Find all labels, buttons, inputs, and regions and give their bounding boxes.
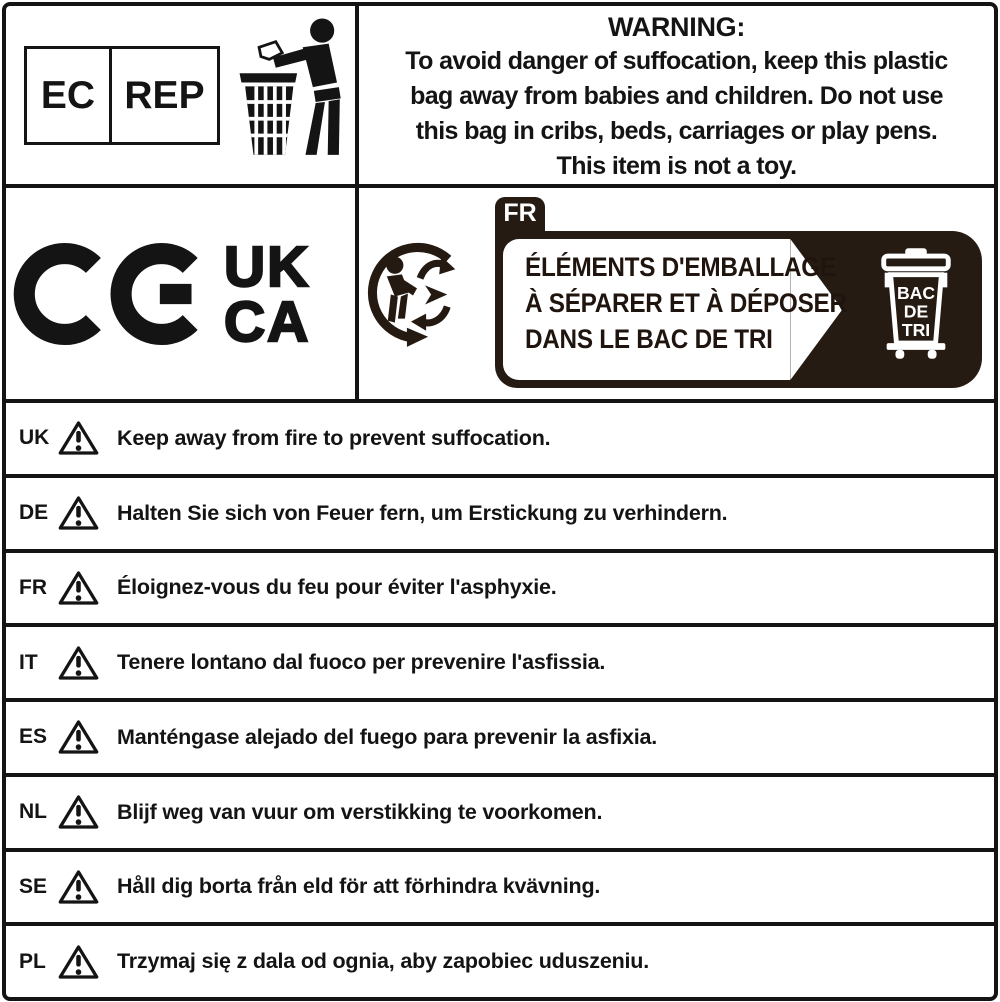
language-code: DE [19,501,49,525]
language-code: IT [19,650,38,674]
warning-line: This item is not a toy. [556,152,797,180]
fr-banner-text: ÉLÉMENTS D'EMBALLAGE À SÉPARER ET À DÉPOSER DANS LE BAC DE TRI [525,252,847,354]
language-warning-text: Halten Sie sich von Feuer fern, um Erstickung zu verhindern. [117,500,728,525]
bac-de-tri-bin-icon [872,245,960,361]
language-row-fr [6,553,994,624]
language-code: PL [19,949,46,973]
language-code: FR [19,575,47,599]
language-row-se [6,852,994,923]
tidyman-disposal-icon [234,17,350,162]
warning-line: To avoid danger of suffocation, keep this plastic [405,47,948,75]
svg-text:BAC: BAC [896,283,936,304]
language-warning-text: Håll dig borta från eld för att förhindra kvävning. [117,874,601,899]
ukca-top: UK [224,234,311,299]
warning-triangle-icon [57,568,100,608]
ec-rep-label-ec: EC [40,73,96,117]
warning-triangle-icon [57,643,100,683]
warning-triangle-icon [57,418,100,458]
suffocation-warning-cell [359,6,994,184]
safety-label-sheet [2,2,998,1001]
warning-line: bag away from babies and children. Do not use [410,82,943,110]
language-warning-text: Trzymaj się z dala od ognia, aby zapobiec uduszeniu. [117,949,650,974]
language-warning-text: Manténgase alejado del fuego para prevenir la asfixia. [117,724,658,749]
fr-tag: FR [495,197,545,241]
language-row-it [6,627,994,698]
language-code: SE [19,874,48,898]
ce-ukca-cell [6,188,355,399]
language-code: ES [19,725,48,749]
language-code: UK [19,426,50,450]
ukca-bottom: CA [224,289,311,354]
ukca-mark [224,234,311,354]
svg-text:TRI: TRI [901,320,931,341]
warning-line: this bag in cribs, beds, carriages or play pens. [415,117,938,145]
svg-text:DE: DE [903,301,929,322]
language-row-es [6,702,994,773]
language-row-nl [6,777,994,848]
warning-triangle-icon [57,792,100,832]
warning-title: WARNING: [607,12,746,42]
top-row [6,6,994,184]
fr-banner-body [495,231,982,388]
ec-rep-label-rep: REP [109,49,217,142]
ce-mark-icon [12,236,210,352]
ec-rep-cell [6,6,355,184]
marks-row [6,188,994,399]
language-warning-text: Tenere lontano dal fuoco per prevenire l'asfissia. [117,650,606,675]
fr-triman-cell [359,188,994,399]
warning-triangle-icon [57,717,100,757]
triman-recycling-icon [364,230,466,366]
warning-triangle-icon [57,493,100,533]
ec-rep-box [24,46,220,145]
language-row-de [6,478,994,549]
warning-triangle-icon [57,867,100,907]
language-warning-text: Blijf weg van vuur om verstikking te voorkomen. [117,799,603,824]
language-warning-text: Éloignez-vous du feu pour éviter l'asphyxie. [117,575,557,600]
language-row-uk [6,403,994,474]
language-row-pl [6,926,994,997]
warning-triangle-icon [57,942,100,982]
fr-sorting-banner [495,197,982,388]
language-code: NL [19,800,47,824]
language-warning-text: Keep away from fire to prevent suffocation. [117,425,551,450]
